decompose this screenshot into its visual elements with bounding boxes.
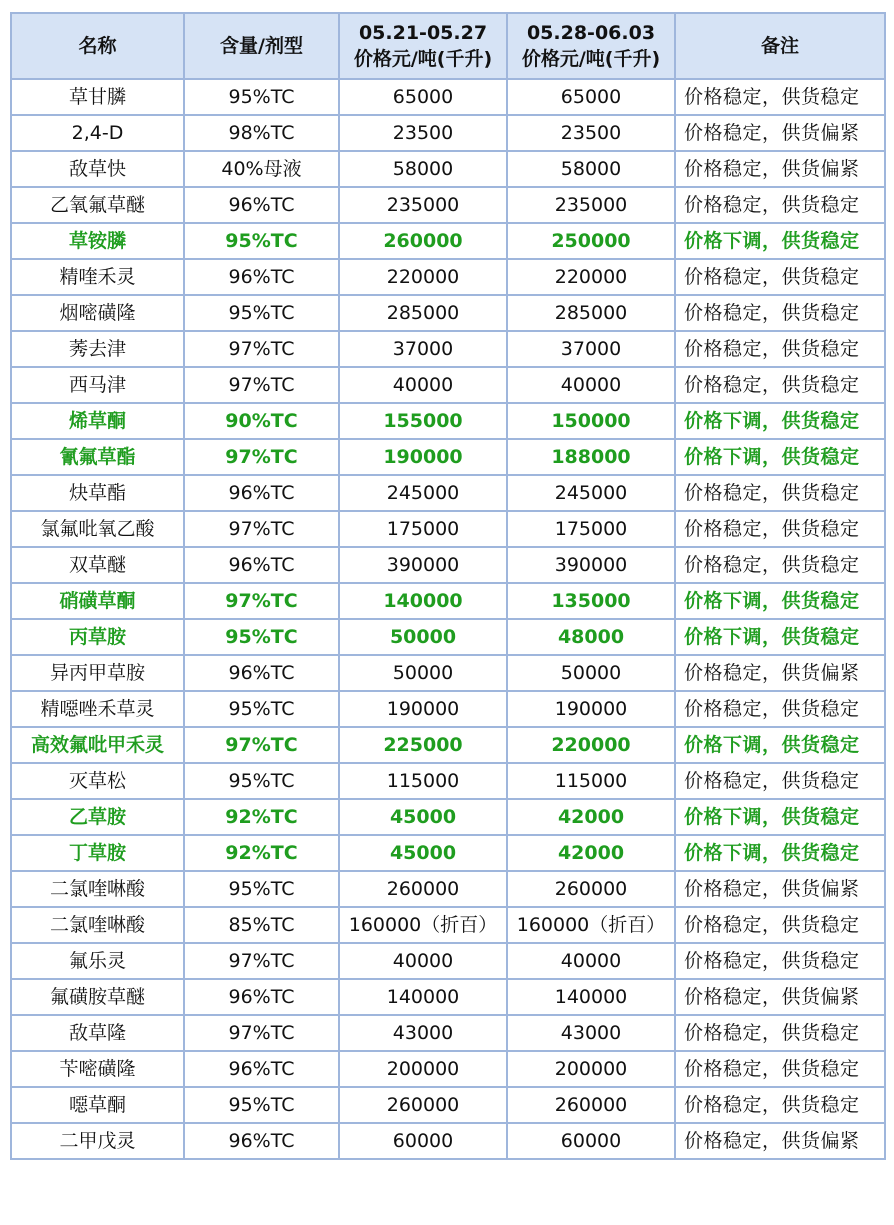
cell-note: 价格稳定，供货稳定 <box>675 259 885 295</box>
cell-name: 乙氧氟草醚 <box>11 187 184 223</box>
cell-price-period-2: 150000 <box>507 403 675 439</box>
cell-price-period-2: 245000 <box>507 475 675 511</box>
cell-price-period-1: 155000 <box>339 403 507 439</box>
cell-price-period-1: 140000 <box>339 583 507 619</box>
cell-note: 价格稳定，供货稳定 <box>675 1087 885 1123</box>
cell-name: 2,4-D <box>11 115 184 151</box>
table-row <box>11 403 885 439</box>
cell-price-period-2: 115000 <box>507 763 675 799</box>
cell-price-period-1: 245000 <box>339 475 507 511</box>
header-period-1 <box>339 13 507 79</box>
cell-price-period-2: 42000 <box>507 835 675 871</box>
cell-note: 价格稳定，供货稳定 <box>675 475 885 511</box>
cell-note: 价格稳定，供货偏紧 <box>675 115 885 151</box>
cell-price-period-1: 37000 <box>339 331 507 367</box>
cell-price-period-1: 220000 <box>339 259 507 295</box>
cell-price-period-1: 190000 <box>339 439 507 475</box>
cell-content: 97%TC <box>184 439 339 475</box>
cell-content: 98%TC <box>184 115 339 151</box>
cell-note: 价格下调，供货稳定 <box>675 403 885 439</box>
cell-note: 价格稳定，供货偏紧 <box>675 1123 885 1159</box>
cell-price-period-2: 50000 <box>507 655 675 691</box>
cell-content: 97%TC <box>184 511 339 547</box>
cell-name: 二氯喹啉酸 <box>11 871 184 907</box>
cell-content: 95%TC <box>184 1087 339 1123</box>
table-row <box>11 835 885 871</box>
cell-content: 95%TC <box>184 79 339 115</box>
table-row <box>11 619 885 655</box>
cell-price-period-1: 58000 <box>339 151 507 187</box>
cell-price-period-1: 285000 <box>339 295 507 331</box>
header-period-1-unit: 价格元/吨(千升) <box>353 48 493 70</box>
cell-name: 精喹禾灵 <box>11 259 184 295</box>
table-row <box>11 1123 885 1159</box>
cell-content: 95%TC <box>184 691 339 727</box>
cell-name: 乙草胺 <box>11 799 184 835</box>
cell-name: 高效氟吡甲禾灵 <box>11 727 184 763</box>
table-row <box>11 691 885 727</box>
cell-name: 氟磺胺草醚 <box>11 979 184 1015</box>
cell-name: 敌草快 <box>11 151 184 187</box>
cell-name: 氰氟草酯 <box>11 439 184 475</box>
cell-name: 草铵膦 <box>11 223 184 259</box>
cell-content: 96%TC <box>184 259 339 295</box>
cell-price-period-2: 260000 <box>507 1087 675 1123</box>
cell-name: 双草醚 <box>11 547 184 583</box>
cell-note: 价格稳定，供货稳定 <box>675 367 885 403</box>
cell-note: 价格稳定，供货偏紧 <box>675 979 885 1015</box>
cell-content: 95%TC <box>184 223 339 259</box>
table-row <box>11 151 885 187</box>
table-row <box>11 763 885 799</box>
cell-price-period-1: 225000 <box>339 727 507 763</box>
cell-price-period-1: 390000 <box>339 547 507 583</box>
cell-price-period-1: 50000 <box>339 619 507 655</box>
header-period-1-dates: 05.21-05.27 <box>358 22 488 44</box>
cell-content: 90%TC <box>184 403 339 439</box>
cell-note: 价格稳定，供货稳定 <box>675 295 885 331</box>
cell-content: 96%TC <box>184 655 339 691</box>
cell-note: 价格下调，供货稳定 <box>675 583 885 619</box>
cell-name: 噁草酮 <box>11 1087 184 1123</box>
table-row <box>11 79 885 115</box>
table-row <box>11 1015 885 1051</box>
cell-price-period-2: 23500 <box>507 115 675 151</box>
table-row <box>11 115 885 151</box>
cell-content: 95%TC <box>184 763 339 799</box>
cell-note: 价格下调，供货稳定 <box>675 799 885 835</box>
cell-price-period-1: 260000 <box>339 223 507 259</box>
table-body <box>11 79 885 1159</box>
cell-note: 价格稳定，供货稳定 <box>675 691 885 727</box>
header-note: 备注 <box>675 13 885 79</box>
table-row <box>11 439 885 475</box>
header-row <box>11 13 885 79</box>
table-row <box>11 1087 885 1123</box>
cell-content: 96%TC <box>184 187 339 223</box>
cell-note: 价格稳定，供货稳定 <box>675 547 885 583</box>
cell-price-period-2: 135000 <box>507 583 675 619</box>
cell-note: 价格下调，供货稳定 <box>675 835 885 871</box>
cell-name: 硝磺草酮 <box>11 583 184 619</box>
cell-content: 97%TC <box>184 583 339 619</box>
cell-name: 苄嘧磺隆 <box>11 1051 184 1087</box>
cell-name: 氟乐灵 <box>11 943 184 979</box>
cell-price-period-1: 260000 <box>339 1087 507 1123</box>
table-row <box>11 943 885 979</box>
cell-note: 价格稳定，供货偏紧 <box>675 151 885 187</box>
cell-note: 价格下调，供货稳定 <box>675 727 885 763</box>
cell-name: 炔草酯 <box>11 475 184 511</box>
table-row <box>11 475 885 511</box>
cell-name: 二甲戊灵 <box>11 1123 184 1159</box>
table-row <box>11 187 885 223</box>
cell-content: 96%TC <box>184 1123 339 1159</box>
cell-price-period-1: 65000 <box>339 79 507 115</box>
cell-price-period-2: 190000 <box>507 691 675 727</box>
cell-name: 精噁唑禾草灵 <box>11 691 184 727</box>
cell-content: 97%TC <box>184 943 339 979</box>
cell-note: 价格稳定，供货稳定 <box>675 511 885 547</box>
cell-name: 丁草胺 <box>11 835 184 871</box>
cell-name: 草甘膦 <box>11 79 184 115</box>
cell-price-period-1: 50000 <box>339 655 507 691</box>
cell-note: 价格稳定，供货稳定 <box>675 79 885 115</box>
table-row <box>11 727 885 763</box>
cell-price-period-1: 45000 <box>339 799 507 835</box>
cell-name: 莠去津 <box>11 331 184 367</box>
header-period-2-dates: 05.28-06.03 <box>526 22 656 44</box>
cell-price-period-2: 235000 <box>507 187 675 223</box>
cell-price-period-2: 220000 <box>507 727 675 763</box>
header-name: 名称 <box>11 13 184 79</box>
cell-price-period-1: 45000 <box>339 835 507 871</box>
table-row <box>11 547 885 583</box>
cell-price-period-2: 200000 <box>507 1051 675 1087</box>
cell-content: 96%TC <box>184 1051 339 1087</box>
cell-content: 96%TC <box>184 547 339 583</box>
table-header <box>11 13 885 79</box>
cell-name: 西马津 <box>11 367 184 403</box>
cell-content: 97%TC <box>184 331 339 367</box>
cell-content: 97%TC <box>184 727 339 763</box>
table-row <box>11 1051 885 1087</box>
cell-price-period-2: 40000 <box>507 943 675 979</box>
cell-content: 95%TC <box>184 871 339 907</box>
header-period-2 <box>507 13 675 79</box>
cell-price-period-1: 40000 <box>339 367 507 403</box>
cell-content: 96%TC <box>184 979 339 1015</box>
cell-price-period-2: 60000 <box>507 1123 675 1159</box>
cell-price-period-2: 43000 <box>507 1015 675 1051</box>
table-row <box>11 259 885 295</box>
cell-name: 异丙甲草胺 <box>11 655 184 691</box>
cell-price-period-1: 140000 <box>339 979 507 1015</box>
cell-price-period-1: 175000 <box>339 511 507 547</box>
cell-price-period-1: 260000 <box>339 871 507 907</box>
cell-content: 96%TC <box>184 475 339 511</box>
cell-price-period-2: 188000 <box>507 439 675 475</box>
cell-price-period-1: 60000 <box>339 1123 507 1159</box>
cell-price-period-1: 115000 <box>339 763 507 799</box>
cell-price-period-2: 160000（折百） <box>507 907 675 943</box>
table-row <box>11 331 885 367</box>
cell-price-period-1: 200000 <box>339 1051 507 1087</box>
cell-price-period-2: 40000 <box>507 367 675 403</box>
cell-name: 烟嘧磺隆 <box>11 295 184 331</box>
cell-note: 价格下调，供货稳定 <box>675 223 885 259</box>
header-content: 含量/剂型 <box>184 13 339 79</box>
cell-note: 价格下调，供货稳定 <box>675 619 885 655</box>
cell-price-period-2: 65000 <box>507 79 675 115</box>
cell-price-period-2: 285000 <box>507 295 675 331</box>
cell-price-period-2: 140000 <box>507 979 675 1015</box>
cell-name: 丙草胺 <box>11 619 184 655</box>
cell-name: 氯氟吡氧乙酸 <box>11 511 184 547</box>
cell-content: 97%TC <box>184 367 339 403</box>
cell-note: 价格稳定，供货稳定 <box>675 187 885 223</box>
cell-content: 97%TC <box>184 1015 339 1051</box>
table-row <box>11 799 885 835</box>
cell-content: 95%TC <box>184 619 339 655</box>
table-row <box>11 979 885 1015</box>
cell-name: 烯草酮 <box>11 403 184 439</box>
cell-note: 价格稳定，供货稳定 <box>675 943 885 979</box>
cell-note: 价格稳定，供货稳定 <box>675 1015 885 1051</box>
table-row <box>11 871 885 907</box>
header-period-2-unit: 价格元/吨(千升) <box>521 48 661 70</box>
cell-name: 敌草隆 <box>11 1015 184 1051</box>
cell-price-period-2: 37000 <box>507 331 675 367</box>
cell-content: 85%TC <box>184 907 339 943</box>
table-row <box>11 511 885 547</box>
cell-note: 价格稳定，供货稳定 <box>675 907 885 943</box>
cell-content: 92%TC <box>184 799 339 835</box>
cell-price-period-1: 160000（折百） <box>339 907 507 943</box>
cell-price-period-2: 48000 <box>507 619 675 655</box>
cell-price-period-2: 42000 <box>507 799 675 835</box>
table-row <box>11 655 885 691</box>
cell-price-period-2: 175000 <box>507 511 675 547</box>
cell-price-period-2: 390000 <box>507 547 675 583</box>
cell-price-period-1: 23500 <box>339 115 507 151</box>
cell-note: 价格下调，供货稳定 <box>675 439 885 475</box>
cell-price-period-1: 190000 <box>339 691 507 727</box>
cell-price-period-1: 43000 <box>339 1015 507 1051</box>
cell-price-period-1: 235000 <box>339 187 507 223</box>
table-row <box>11 367 885 403</box>
cell-note: 价格稳定，供货偏紧 <box>675 871 885 907</box>
cell-content: 92%TC <box>184 835 339 871</box>
table-row <box>11 907 885 943</box>
cell-note: 价格稳定，供货稳定 <box>675 331 885 367</box>
cell-note: 价格稳定，供货稳定 <box>675 1051 885 1087</box>
cell-name: 灭草松 <box>11 763 184 799</box>
cell-note: 价格稳定，供货稳定 <box>675 763 885 799</box>
cell-price-period-2: 58000 <box>507 151 675 187</box>
cell-content: 40%母液 <box>184 151 339 187</box>
cell-price-period-2: 260000 <box>507 871 675 907</box>
table-row <box>11 583 885 619</box>
table-row <box>11 223 885 259</box>
cell-content: 95%TC <box>184 295 339 331</box>
cell-price-period-2: 220000 <box>507 259 675 295</box>
cell-note: 价格稳定，供货偏紧 <box>675 655 885 691</box>
cell-price-period-1: 40000 <box>339 943 507 979</box>
herbicide-price-table <box>10 12 886 1160</box>
table-row <box>11 295 885 331</box>
cell-name: 二氯喹啉酸 <box>11 907 184 943</box>
cell-price-period-2: 250000 <box>507 223 675 259</box>
